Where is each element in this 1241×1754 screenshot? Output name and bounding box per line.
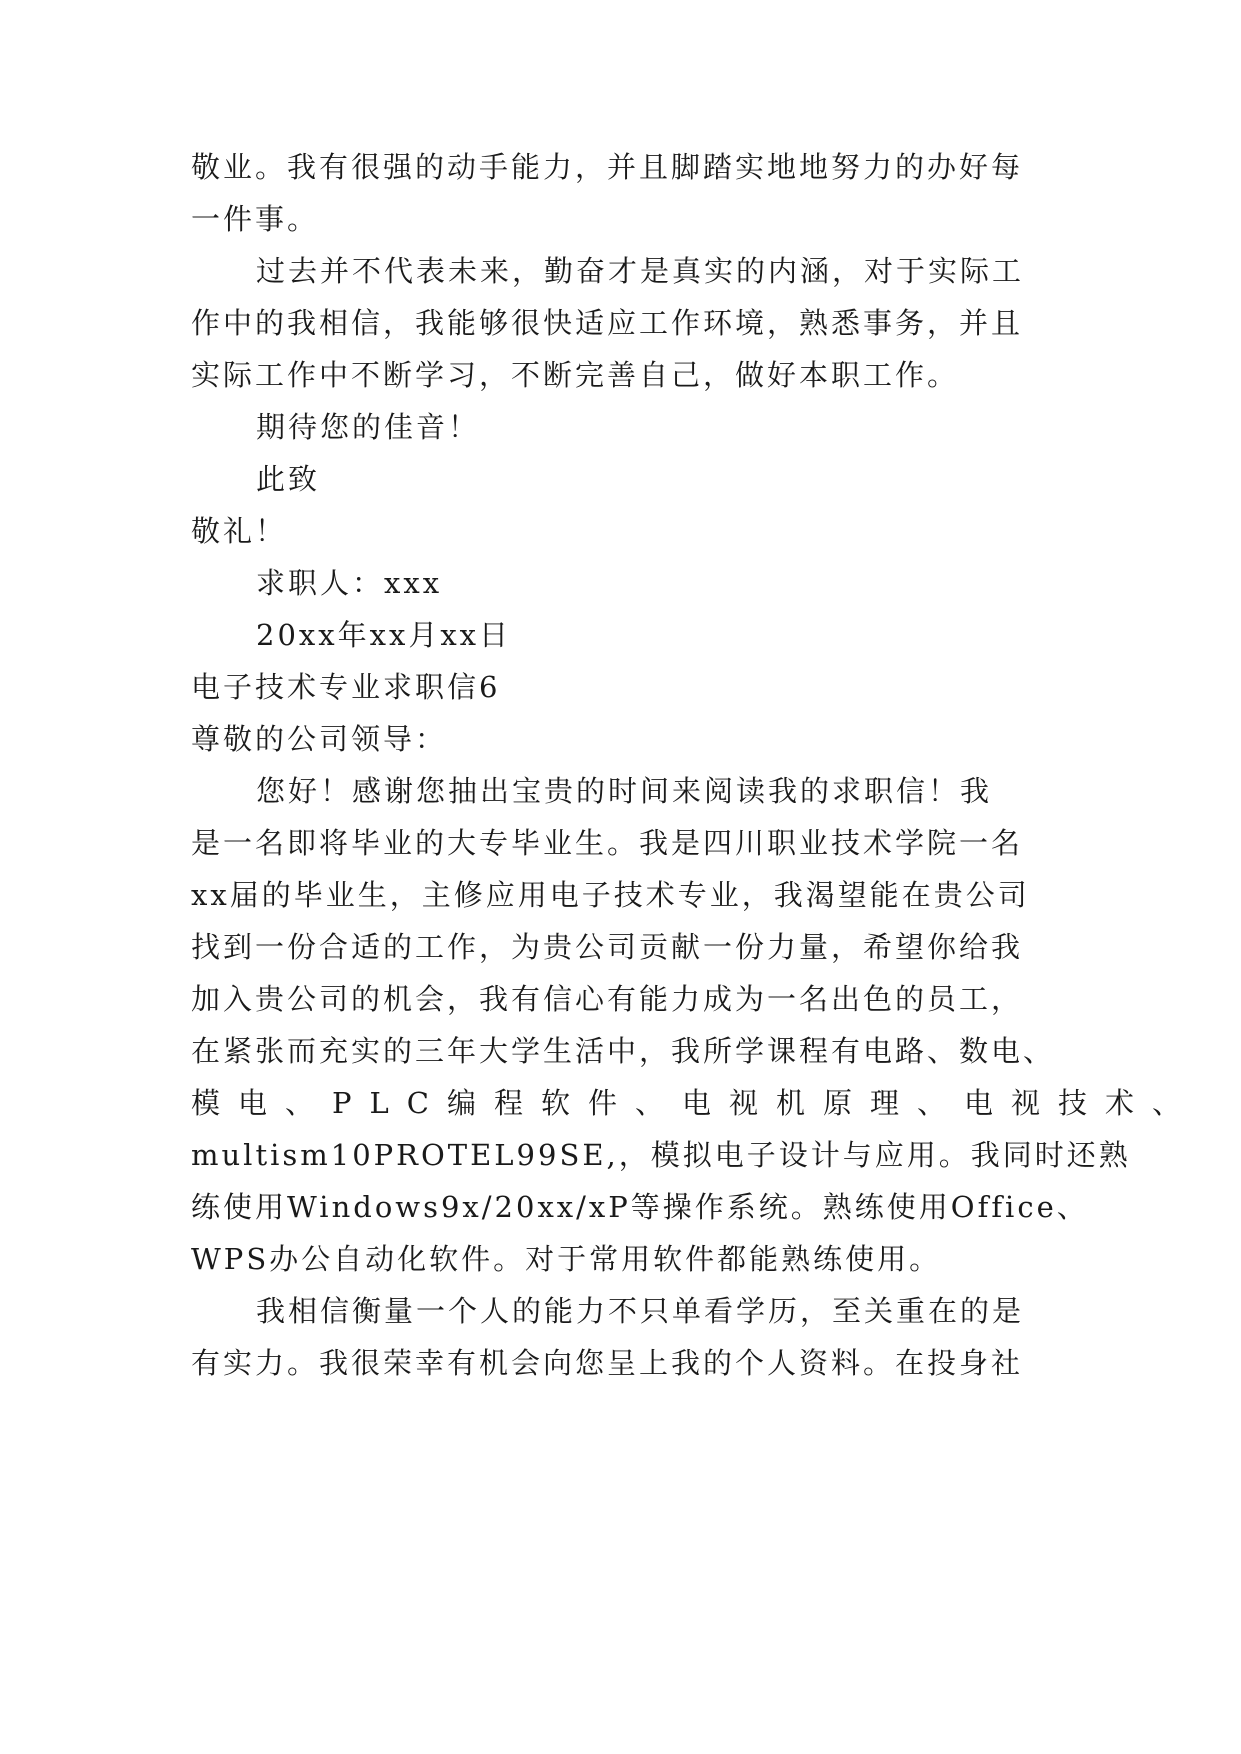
body-line: xx届的毕业生，主修应用电子技术专业，我渴望能在贵公司 bbox=[191, 878, 1030, 912]
signature-line: 求职人：xxx bbox=[256, 566, 443, 600]
body-line: 是一名即将毕业的大专毕业生。我是四川职业技术学院一名 bbox=[191, 826, 1024, 860]
salutation-closing: 此致 bbox=[256, 462, 321, 496]
body-line: 练使用Windows9x/20xx/xP等操作系统。熟练使用Office、 bbox=[191, 1190, 1089, 1224]
body-line: 在紧张而充实的三年大学生活中，我所学课程有电路、数电、 bbox=[191, 1034, 1056, 1068]
body-line: 模电、PLC编程软件、电视机原理、电视技术、 bbox=[191, 1086, 1199, 1120]
body-line: 一件事。 bbox=[191, 202, 320, 236]
body-line: WPS办公自动化软件。对于常用软件都能熟练使用。 bbox=[191, 1242, 942, 1276]
body-line: 找到一份合适的工作，为贵公司贡献一份力量，希望你给我 bbox=[191, 930, 1024, 964]
body-line: 实际工作中不断学习，不断完善自己，做好本职工作。 bbox=[191, 358, 960, 392]
closing-line: 期待您的佳音！ bbox=[256, 410, 481, 444]
letter-greeting: 尊敬的公司领导： bbox=[191, 722, 448, 756]
salutation-regards: 敬礼！ bbox=[191, 514, 288, 548]
body-line: 加入贵公司的机会，我有信心有能力成为一名出色的员工， bbox=[191, 982, 1024, 1016]
body-line: multism10PROTEL99SE,，模拟电子设计与应用。我同时还熟 bbox=[191, 1138, 1131, 1172]
paragraph-start: 我相信衡量一个人的能力不只单看学历，至关重在的是 bbox=[256, 1294, 1025, 1328]
section-title: 电子技术专业求职信6 bbox=[191, 670, 501, 704]
paragraph-start: 过去并不代表未来，勤奋才是真实的内涵，对于实际工 bbox=[256, 254, 1025, 288]
body-line: 有实力。我很荣幸有机会向您呈上我的个人资料。在投身社 bbox=[191, 1346, 1024, 1380]
paragraph-start: 您好！感谢您抽出宝贵的时间来阅读我的求职信！我 bbox=[256, 774, 993, 808]
body-line: 敬业。我有很强的动手能力，并且脚踏实地地努力的办好每 bbox=[191, 150, 1024, 184]
date-line: 20xx年xx月xx日 bbox=[256, 618, 512, 652]
body-line: 作中的我相信，我能够很快适应工作环境，熟悉事务，并且 bbox=[191, 306, 1024, 340]
